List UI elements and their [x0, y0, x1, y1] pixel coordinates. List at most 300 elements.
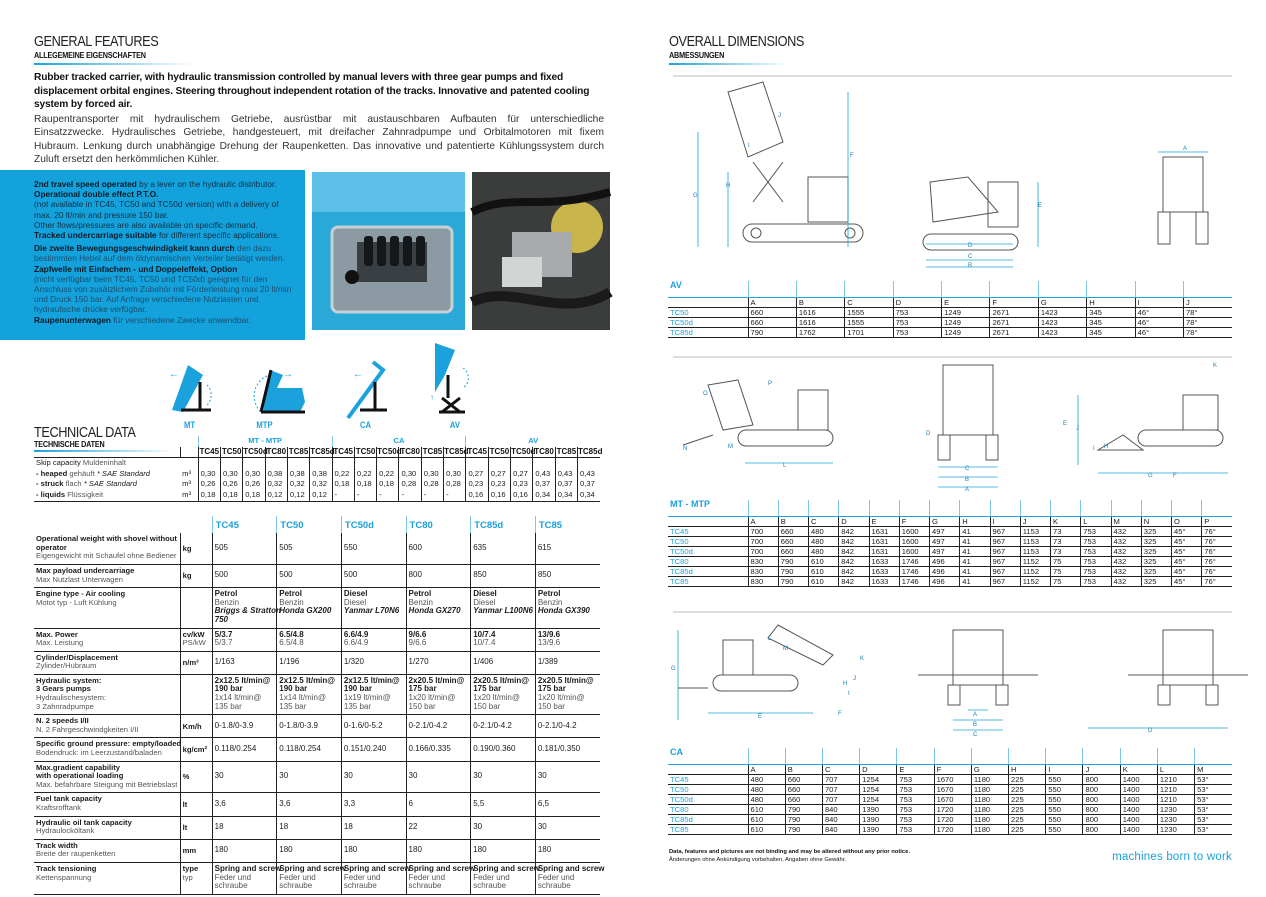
dimension-value: 46°	[1135, 327, 1183, 337]
value-main: 175 bar	[408, 684, 437, 694]
dimension-value: 800	[1083, 804, 1120, 814]
dimension-letter: N	[1141, 516, 1171, 526]
dimension-label: N	[683, 446, 688, 452]
value-cell	[535, 533, 600, 564]
dimension-letter: D	[860, 764, 897, 774]
dimension-label: A	[1183, 146, 1188, 152]
dimension-value: 76°	[1202, 536, 1232, 546]
dimension-value: 432	[1111, 546, 1141, 556]
value-main: 1/320	[343, 656, 364, 666]
unit: cv/kW	[182, 629, 205, 639]
value-cell: 0,22	[377, 469, 399, 480]
value-cell	[535, 628, 600, 651]
dimension-value: 790	[778, 566, 808, 576]
dimension-value: 496	[930, 556, 960, 566]
feature-text: Tracked undercarriage suitable	[34, 230, 157, 241]
dimension-value: 1670	[934, 794, 971, 804]
dimension-label: G	[1148, 473, 1153, 479]
dimension-value: 660	[748, 307, 796, 317]
dimension-value: 1555	[845, 307, 893, 317]
value-cell: 0,18	[220, 490, 242, 501]
icon-label: CA	[359, 420, 372, 430]
model-header: TC85d	[310, 447, 332, 458]
value-cell: 0,16	[511, 490, 533, 501]
dimension-value: 45°	[1172, 556, 1202, 566]
dimension-value: 842	[839, 536, 869, 546]
model-name: TC80	[668, 804, 748, 814]
model-header: TC80	[399, 447, 421, 458]
dimension-value: 75	[1051, 556, 1081, 566]
dimension-letter: B	[796, 297, 844, 307]
value-cell: -	[444, 490, 466, 501]
row-label-de: Breite der raupenketten	[36, 849, 116, 859]
dimension-value: 753	[1081, 576, 1111, 586]
features-box	[0, 170, 305, 340]
dimension-value: 967	[990, 536, 1020, 546]
svg-text:←: ←	[353, 369, 363, 380]
row-label-en: Fuel tank capacity	[36, 794, 102, 804]
row-label-de: Kettenspannung	[36, 872, 92, 882]
unit: m³	[182, 468, 191, 478]
unit: kg	[182, 543, 192, 553]
unit: m³	[182, 479, 191, 489]
dimension-letter: M	[1111, 516, 1141, 526]
value-sub: 135 bar	[214, 701, 242, 711]
dimension-value: 1633	[869, 566, 899, 576]
dimension-value: 345	[1087, 307, 1135, 317]
title-underline	[669, 63, 789, 65]
value-cell	[277, 715, 342, 738]
group-header: AV	[466, 436, 600, 447]
table-row	[668, 824, 1232, 834]
dimension-value: 1152	[1020, 556, 1050, 566]
dimension-value: 1746	[899, 576, 929, 586]
feature-text: for different specific applications.	[156, 230, 280, 241]
model-name: TC50d	[668, 546, 748, 556]
value-cell: 0,30	[421, 469, 443, 480]
value-main: 190 bar	[279, 684, 308, 694]
row-label-de: Kraftsrofftank	[36, 803, 82, 812]
dimension-value: 967	[990, 566, 1020, 576]
value-main: 0.190/0.360	[473, 743, 516, 753]
value-cell	[406, 588, 471, 628]
value-main: 30	[473, 821, 483, 831]
value-main: 550	[343, 542, 358, 552]
dimension-value: 842	[839, 546, 869, 556]
value-main: 2x12.5 lt/min@	[279, 675, 336, 685]
disclaimer-en: Data, features and pictures are not binding and may be altered without any prior notice.	[669, 849, 910, 855]
dimension-value: 660	[748, 317, 796, 327]
unit: type	[182, 863, 199, 873]
dimension-value: 1210	[1157, 774, 1194, 784]
value-cell	[406, 761, 471, 793]
dimension-value: 496	[930, 566, 960, 576]
dimension-value: 496	[930, 576, 960, 586]
dimension-value: 1631	[869, 546, 899, 556]
dimension-value: 1400	[1120, 784, 1157, 794]
dimension-label: L	[783, 463, 787, 469]
dimension-letter: E	[869, 516, 899, 526]
value-main: 18	[214, 821, 224, 831]
dimension-letter: J	[1020, 516, 1050, 526]
dimension-value: 73	[1051, 546, 1081, 556]
dimension-value: 432	[1111, 536, 1141, 546]
row-label-de: Hydraulischesystem:	[36, 693, 107, 703]
value-cell: 0,43	[578, 469, 600, 480]
dimension-label: I	[748, 143, 750, 149]
dimension-letter: H	[1009, 764, 1046, 774]
value-main: 180	[214, 845, 228, 855]
spec-row	[34, 628, 600, 651]
value-cell: 0,37	[555, 479, 577, 490]
model-name: TC45	[668, 774, 748, 784]
value-cell	[341, 715, 406, 738]
value-cell	[341, 588, 406, 628]
dimension-value: 432	[1111, 556, 1141, 566]
value-main: 180	[537, 845, 552, 855]
dimension-value: 967	[990, 556, 1020, 566]
value-cell	[406, 793, 471, 816]
dimension-value: 1400	[1120, 814, 1157, 824]
disclaimer	[669, 848, 910, 864]
table-row	[668, 774, 1232, 784]
table-title: AV	[668, 281, 748, 297]
value-main: 1/406	[473, 656, 494, 666]
value-cell	[471, 761, 536, 793]
model-header: TC80	[265, 447, 287, 458]
dimension-value: 610	[748, 814, 785, 824]
dimension-value: 842	[839, 556, 869, 566]
dimension-value: 225	[1009, 794, 1046, 804]
dimension-value: 46°	[1135, 317, 1183, 327]
dimension-value: 753	[1081, 546, 1111, 556]
dimension-value: 550	[1046, 774, 1083, 784]
dimension-value: 753	[893, 307, 941, 317]
value-sub: schraube	[279, 881, 313, 891]
dimension-label: P	[768, 381, 773, 387]
value-cell: 0,18	[198, 490, 220, 501]
dimension-value: 1600	[899, 546, 929, 556]
dimension-value: 1633	[869, 556, 899, 566]
control-levers-photo	[312, 172, 465, 330]
dimension-value: 480	[748, 774, 785, 784]
value-sub: 150 bar	[473, 701, 501, 711]
value-sub: 10/7.4	[473, 638, 496, 648]
spec-row	[34, 738, 600, 761]
value-main: 505	[214, 542, 228, 552]
value-cell: 0,22	[332, 469, 354, 480]
dimension-value: 1153	[1020, 526, 1050, 536]
value-cell: 0,12	[310, 490, 332, 501]
value-cell	[471, 816, 536, 839]
dimension-value: 1746	[899, 566, 929, 576]
dimension-letter: O	[1172, 516, 1202, 526]
description-en: Rubber tracked carrier, with hydraulic transmission controlled by manual levers with three gear pumps and fixed displacement orbital engines. Steering throughout independent rotation of the tracks. Innovative and patented cooling system by forced air.	[34, 72, 590, 110]
dimension-value: 1180	[971, 774, 1008, 784]
spec-row	[34, 862, 600, 894]
dimension-value: 1400	[1120, 774, 1157, 784]
feature-text: Operational double effect P.T.O.	[34, 189, 159, 200]
value-cell: 0,37	[533, 479, 555, 490]
spec-row	[34, 674, 600, 714]
dimension-value: 325	[1141, 546, 1171, 556]
dimension-value: 1249	[942, 327, 990, 337]
value-main: 18	[279, 821, 289, 831]
dimension-value: 753	[1081, 566, 1111, 576]
row-label-en: Track tensioning	[36, 863, 97, 873]
model-header-row	[34, 516, 600, 534]
model-name: TC85d	[668, 814, 748, 824]
overall-dimensions-section	[669, 33, 1233, 65]
value-main: Spring and screw	[214, 863, 282, 873]
row-label-de: Hydraulocköltank	[36, 826, 95, 836]
dimension-label: C	[968, 254, 973, 260]
value-sub: 9/6.6	[408, 638, 427, 648]
dimension-value: 660	[785, 784, 822, 794]
feature-text-de: Die zweite Bewegungsgeschwindigkeit kann durch	[34, 243, 235, 254]
value-main: 2x20.5 lt/min@	[537, 675, 594, 685]
value-cell: 0,30	[444, 469, 466, 480]
table-row	[668, 536, 1232, 546]
table-title-row	[668, 281, 1232, 297]
value-cell	[535, 793, 600, 816]
table-row	[668, 804, 1232, 814]
model-header: TC50	[354, 447, 376, 458]
dimension-value: 78°	[1184, 307, 1232, 317]
unit: kg	[182, 571, 192, 581]
dimension-label: B	[965, 477, 970, 483]
value-cell	[277, 564, 342, 587]
dimension-value: 842	[839, 566, 869, 576]
row-label-de: Eigengewicht mit Schaufel ohne Bediener	[36, 551, 177, 561]
row-label-en: Track width	[36, 840, 78, 850]
dimension-letter: G	[971, 764, 1008, 774]
model-header: TC45	[466, 447, 488, 458]
table-row	[668, 814, 1232, 824]
value-cell: 0,27	[466, 469, 488, 480]
dimension-value: 660	[778, 526, 808, 536]
dimension-value: 610	[809, 556, 839, 566]
dimension-value: 1701	[845, 327, 893, 337]
dimension-value: 325	[1141, 576, 1171, 586]
dimension-value: 2671	[990, 327, 1038, 337]
value-main: 6.5/4.8	[279, 629, 304, 639]
value-main: 30	[473, 771, 483, 781]
spec-row	[34, 588, 600, 628]
model-header: TC85	[421, 447, 443, 458]
value-main: Spring and screw	[408, 863, 476, 873]
value-main: 0-2.1/0-4.2	[473, 720, 512, 730]
dimension-value: 53°	[1195, 804, 1232, 814]
dimension-value: 753	[897, 794, 934, 804]
value-cell: 0,18	[377, 479, 399, 490]
value-cell: 0,32	[310, 479, 332, 490]
dimension-value: 480	[748, 794, 785, 804]
dimension-value: 610	[748, 824, 785, 834]
dimension-letter: F	[934, 764, 971, 774]
value-sub: Benzin	[214, 597, 240, 607]
dimension-value: 1152	[1020, 576, 1050, 586]
dimension-value: 41	[960, 546, 990, 556]
dimension-value: 45°	[1172, 536, 1202, 546]
value-main: 30	[214, 771, 224, 781]
value-sub: Feder und	[473, 872, 510, 882]
unit: lt	[182, 799, 188, 809]
table-title-row	[668, 500, 1232, 516]
value-cell: 0,34	[578, 490, 600, 501]
dimension-value: 1180	[971, 794, 1008, 804]
value-cell	[341, 674, 406, 714]
spec-row	[34, 651, 600, 674]
model-name: TC50	[668, 784, 748, 794]
value-cell	[277, 738, 342, 761]
dimension-value: 345	[1087, 327, 1135, 337]
dimension-letter: C	[809, 516, 839, 526]
dimension-value: 45°	[1172, 576, 1202, 586]
value-sub: 1x20 lt/min@	[537, 693, 585, 703]
dimension-value: 1230	[1157, 824, 1194, 834]
value-cell	[212, 588, 281, 628]
value-main: 615	[537, 542, 552, 552]
value-cell	[277, 862, 346, 894]
dimension-value: 660	[778, 546, 808, 556]
value-cell	[341, 816, 406, 839]
model-name: TC85	[668, 824, 748, 834]
engine-model: Briggs & Stratton	[214, 606, 281, 616]
value-cell	[535, 715, 600, 738]
dimension-letter: G	[930, 516, 960, 526]
ca-icon	[348, 362, 387, 418]
feature-text: by a lever on the hydraulic distributor.	[136, 179, 277, 189]
value-main: 190 bar	[214, 684, 243, 694]
value-sub: Feder und	[279, 872, 316, 882]
row-note: * SAE Standard	[83, 479, 137, 489]
value-cell: 0,18	[243, 490, 265, 501]
value-cell: 0,43	[555, 469, 577, 480]
dimension-value: 497	[930, 546, 960, 556]
spec-row	[34, 839, 600, 862]
value-main: 3,3	[343, 798, 356, 808]
value-main: 0.166/0.335	[408, 743, 451, 753]
value-main: 13/9.6	[537, 629, 561, 639]
value-main: 0-1.8/0-3.9	[214, 720, 254, 730]
value-main: Spring and screw	[473, 863, 540, 873]
table-row	[668, 317, 1232, 327]
dimension-value: 41	[960, 536, 990, 546]
unit: PS/kW	[182, 638, 206, 648]
dimension-value: 1600	[899, 536, 929, 546]
model-header: TC50	[220, 447, 242, 458]
value-cell	[406, 628, 471, 651]
value-main: 30	[537, 821, 547, 831]
dimension-value: 660	[785, 794, 822, 804]
model-header: TC45	[332, 447, 354, 458]
dimension-label: M	[783, 646, 788, 652]
dimension-value: 53°	[1195, 824, 1232, 834]
value-cell	[277, 628, 342, 651]
value-main: Diesel	[473, 589, 497, 599]
value-cell: 0,18	[354, 479, 376, 490]
value-cell	[212, 533, 277, 564]
value-cell: 0,26	[243, 479, 265, 490]
value-cell	[406, 533, 471, 564]
dimension-value: 41	[960, 556, 990, 566]
value-main: 600	[408, 542, 422, 552]
dimension-letter: A	[748, 297, 796, 307]
value-cell	[535, 674, 600, 714]
value-cell: -	[399, 490, 421, 501]
feature-text-de: (nicht verfügbar beim TC45, TC50 und TC50d) geeignet für den Anschluss von zusätzlichem Zubehör mit Förderleistung max 20 lt/min und Druck 150 bar. Auf Anfrage verschiedene Nutzlasten und hydraulische drücke verfügbar.	[34, 273, 292, 315]
model-name: TC50	[668, 307, 748, 317]
table-row	[668, 794, 1232, 804]
value-cell	[277, 793, 342, 816]
value-sub: Feder und	[214, 872, 252, 882]
table-title: MT - MTP	[668, 500, 748, 516]
value-cell: 0,16	[466, 490, 488, 501]
value-cell: -	[421, 490, 443, 501]
dimension-value: 753	[897, 804, 934, 814]
value-main: 180	[279, 845, 293, 855]
technical-data-section	[34, 424, 605, 895]
dimension-value: 1390	[860, 804, 897, 814]
spec-row	[34, 761, 600, 793]
model-header: TC80	[406, 516, 471, 534]
dimension-value: 46°	[1135, 307, 1183, 317]
dimension-value: 76°	[1202, 576, 1232, 586]
value-main: Spring and screw	[279, 863, 346, 873]
dimension-value: 1249	[942, 317, 990, 327]
brand-slogan: machines born to work	[1112, 851, 1232, 863]
dimension-value: 78°	[1184, 317, 1232, 327]
value-main: Petrol	[279, 589, 302, 599]
ca-dimension-drawings	[668, 610, 1232, 745]
value-main: 500	[343, 570, 358, 580]
dimension-value: 753	[1081, 556, 1111, 566]
dimension-value: 753	[893, 317, 941, 327]
value-cell	[535, 651, 600, 674]
value-sub: schraube	[473, 881, 507, 891]
value-cell	[471, 564, 536, 587]
value-cell	[341, 793, 406, 816]
value-main: Petrol	[214, 589, 238, 599]
dimension-value: 45°	[1172, 566, 1202, 576]
row-label-de: Max. Leistung	[36, 638, 84, 648]
dimension-label: F	[838, 711, 842, 717]
dimension-label: D	[926, 431, 931, 437]
value-main: 6,5	[537, 798, 549, 808]
value-cell	[341, 839, 406, 862]
value-cell	[341, 761, 406, 793]
value-sub: 1x14 lt/min@	[214, 693, 262, 703]
model-header: TC50d	[341, 516, 406, 534]
dimension-label: E	[758, 714, 763, 720]
body-type-pictograms	[155, 340, 485, 420]
dimension-value: 840	[822, 824, 859, 834]
model-name: TC85	[668, 576, 748, 586]
dimension-value: 432	[1111, 566, 1141, 576]
dimension-letter: E	[942, 297, 990, 307]
value-cell: 0,12	[265, 490, 287, 501]
dimension-value: 790	[785, 814, 822, 824]
row-label-en: Engine type - Air cooling	[36, 589, 126, 599]
row-label-de: Bodendruck: im Leerzustand/baladen	[36, 748, 162, 758]
value-cell	[341, 533, 406, 564]
value-cell: 0,34	[533, 490, 555, 501]
value-cell	[471, 839, 536, 862]
value-main: 0-2.1/0-4.2	[408, 720, 448, 730]
value-main: 500	[279, 570, 293, 580]
value-cell: 0,26	[220, 479, 242, 490]
